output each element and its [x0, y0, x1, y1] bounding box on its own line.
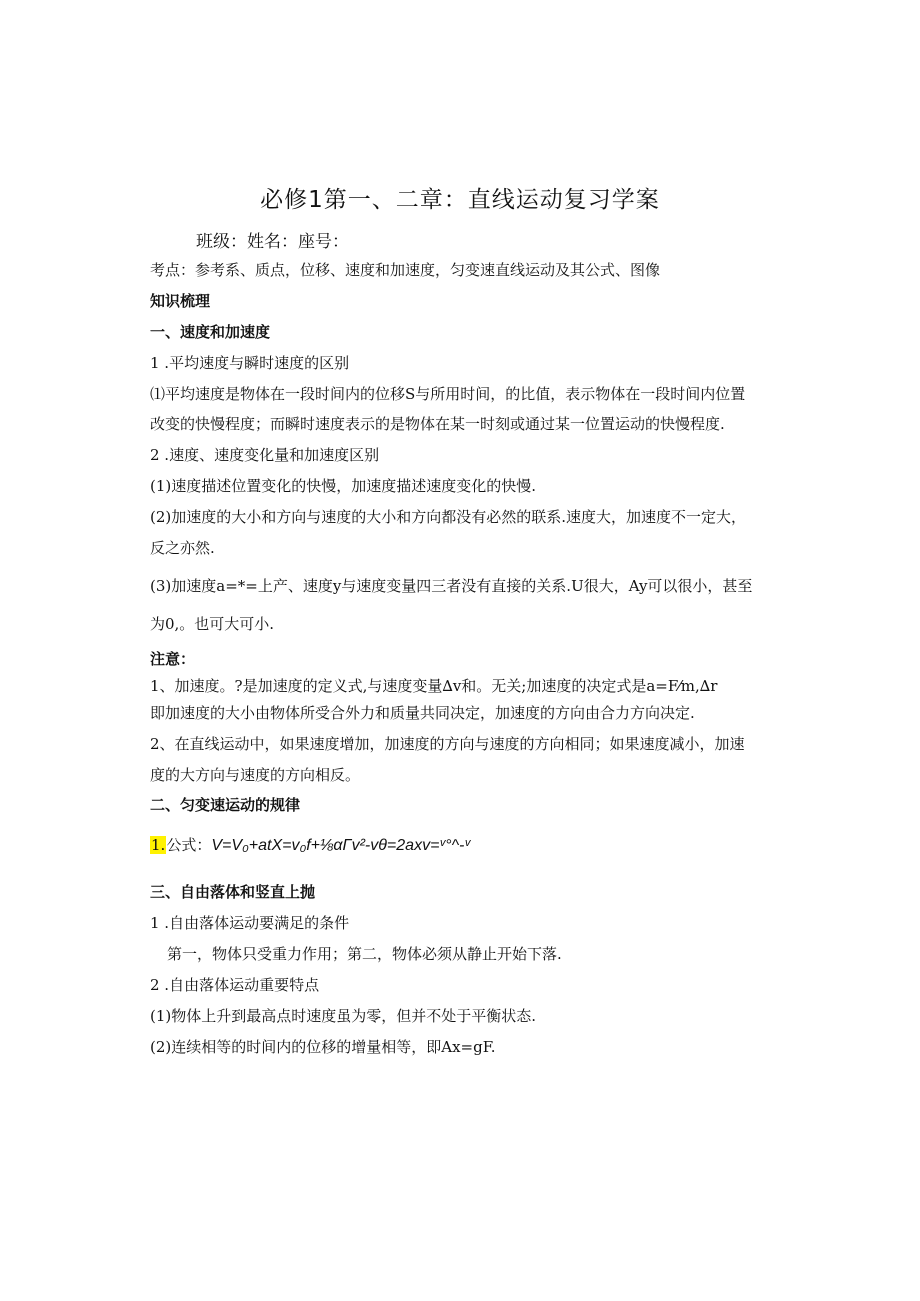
s1-item2-point2-line1: (2)加速度的大小和方向与速度的大小和方向都没有必然的联系.速度大，加速度不一定大，: [150, 508, 747, 526]
s3-item2-point2: (2)连续相等的时间内的位移的增量相等，即Ax=gF.: [150, 1038, 496, 1056]
formula-label: 公式：: [166, 836, 212, 854]
s3-item1-paragraph: 第一，物体只受重力作用；第二，物体必须从静止开始下落.: [167, 945, 562, 963]
kinematics-formula: V=V₀+atX=v₀f+⅛αΓv²-vθ=2axv=ᵛ°^-ᵛ: [211, 837, 471, 854]
section-2-heading: 二、匀变速运动的规律: [150, 796, 301, 814]
s3-item2-point1: (1)物体上升到最高点时速度虽为零，但并不处于平衡状态.: [150, 1007, 537, 1025]
s1-item2-point3-line2: 为0,。也可大可小.: [150, 615, 275, 633]
s1-item2-point3-line1: (3)加速度a=*=上产、速度y与速度变量四三者没有直接的关系.U很大，Ay可以很小，甚至: [150, 577, 753, 595]
s1-item1-title: 1 .平均速度与瞬时速度的区别: [150, 354, 350, 372]
s1-item1-paragraph-line1: ⑴平均速度是物体在一段时间内的位移S与所用时间，的比值，表示物体在一段时间内位置: [150, 385, 746, 403]
note-1-line2: 即加速度的大小由物体所受合外力和质量共同决定，加速度的方向由合力方向决定.: [150, 704, 695, 722]
s3-item2-title: 2 .自由落体运动重要特点: [150, 976, 320, 994]
section-1-heading: 一、速度和加速度: [150, 323, 271, 341]
s1-item2-title: 2 .速度、速度变化量和加速度区别: [150, 446, 380, 464]
class-name-seat-line: 班级：姓名：座号：: [196, 232, 349, 252]
section-knowledge-heading: 知识梳理: [150, 292, 211, 310]
section-3-heading: 三、自由落体和竖直上抛: [150, 883, 316, 901]
note-2-line1: 2、在直线运动中，如果速度增加，加速度的方向与速度的方向相同；如果速度减小，加速: [150, 735, 745, 753]
s1-item2-point2-line2: 反之亦然.: [150, 539, 215, 557]
exam-points: 考点：参考系、质点，位移、速度和加速度，匀变速直线运动及其公式、图像: [150, 261, 661, 279]
s1-item2-point1: (1)速度描述位置变化的快慢，加速度描述速度变化的快慢.: [150, 477, 537, 495]
page-title: 必修1第一、二章：直线运动复习学案: [260, 187, 660, 213]
note-1-line1: 1、加速度。?是加速度的定义式,与速度变量∆v和。无关;加速度的决定式是a=F⁄m,∆r: [150, 677, 718, 695]
formula-number-highlight: 1.: [151, 836, 166, 854]
s1-item1-paragraph-line2: 改变的快慢程度；而瞬时速度表示的是物体在某一时刻或通过某一位置运动的快慢程度.: [150, 415, 725, 433]
note-2-line2: 度的大方向与速度的方向相反。: [150, 766, 361, 784]
note-heading: 注意：: [150, 650, 196, 668]
s3-item1-title: 1 .自由落体运动要满足的条件: [150, 914, 350, 932]
formula-line: [150, 834, 470, 855]
